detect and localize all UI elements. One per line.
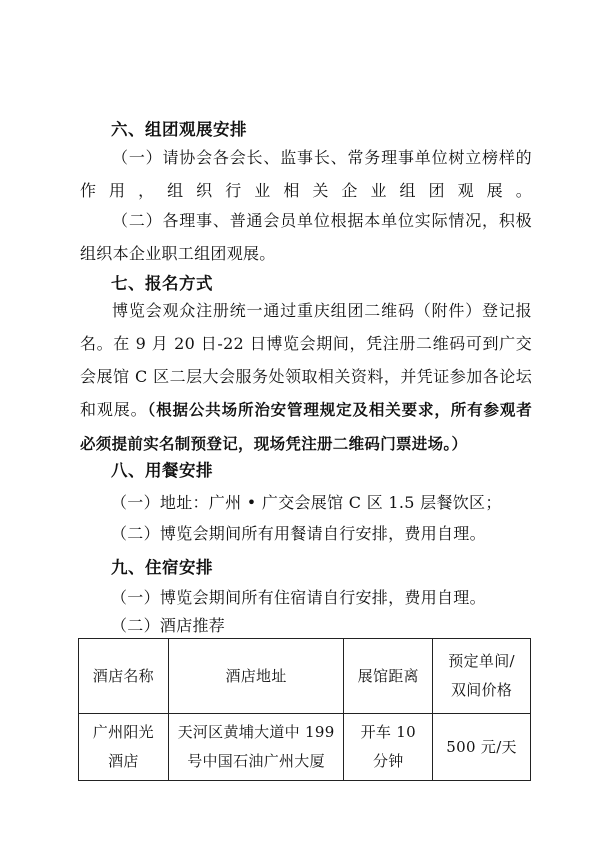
section-6-paragraph-2: （二）各理事、普通会员单位根据本单位实际情况，积极组织本企业职工组团观展。 — [80, 211, 532, 263]
section-6-heading: 六、组团观展安排 — [111, 120, 247, 139]
header-price-line-2: 双间价格 — [450, 681, 513, 699]
section-7-bold-note: （根据公共场所治安管理规定及相关要求，所有参观者必须提前实名制预登记，现场凭注册二维码门票进场。） — [80, 401, 533, 453]
hotel-name-line-1: 广州阳光 — [92, 723, 154, 741]
section-6-paragraph-1: （一）请协会各会长、监事长、常务理事单位树立榜样的作用，组织行业相关企业组团观展。 — [80, 148, 532, 200]
section-9-line-2: （二）酒店推荐 — [111, 616, 226, 635]
cell-hotel-address — [168, 714, 344, 781]
section-9-line-1: （一）博览会期间所有住宿请自行安排，费用自理。 — [111, 588, 486, 607]
hotel-name-line-2: 酒店 — [108, 752, 139, 770]
distance-line-2: 分钟 — [372, 752, 404, 770]
header-price — [433, 639, 531, 714]
section-7-heading: 七、报名方式 — [111, 274, 213, 293]
section-8-line-1: （一）地址：广州 • 广交会展馆 C 区 1.5 层餐饮区； — [111, 493, 502, 512]
section-7-text: 博览会观众注册统一通过重庆组团二维码（附件）登记报名。在 9 月 20 日-22 日博览会期间，凭注册二维码可到广交会展馆 C 区二层大会服务处领取相关资料，并凭证参加各论坛和观展。 — [80, 301, 532, 419]
table-header-row — [79, 639, 531, 714]
cell-distance — [344, 714, 433, 781]
section-7-paragraph — [80, 294, 532, 461]
header-price-line-1: 预定单间/ — [448, 652, 515, 670]
header-hotel-name: 酒店名称 — [79, 639, 169, 714]
section-8-line-2: （二）博览会期间所有用餐请自行安排，费用自理。 — [111, 524, 486, 543]
table-row — [79, 714, 531, 781]
distance-line-1: 开车 10 — [360, 723, 416, 741]
cell-price: 500 元/天 — [433, 714, 531, 781]
hotel-address-line-2: 号中国石油广州大厦 — [187, 752, 325, 770]
section-8-heading: 八、用餐安排 — [111, 461, 213, 480]
section-9-heading: 九、住宿安排 — [111, 558, 213, 577]
cell-hotel-name — [79, 714, 169, 781]
hotel-address-line-1: 天河区黄埔大道中 199 — [177, 723, 335, 741]
hotel-table — [78, 638, 531, 781]
header-distance: 展馆距离 — [344, 639, 433, 714]
header-hotel-address: 酒店地址 — [168, 639, 344, 714]
